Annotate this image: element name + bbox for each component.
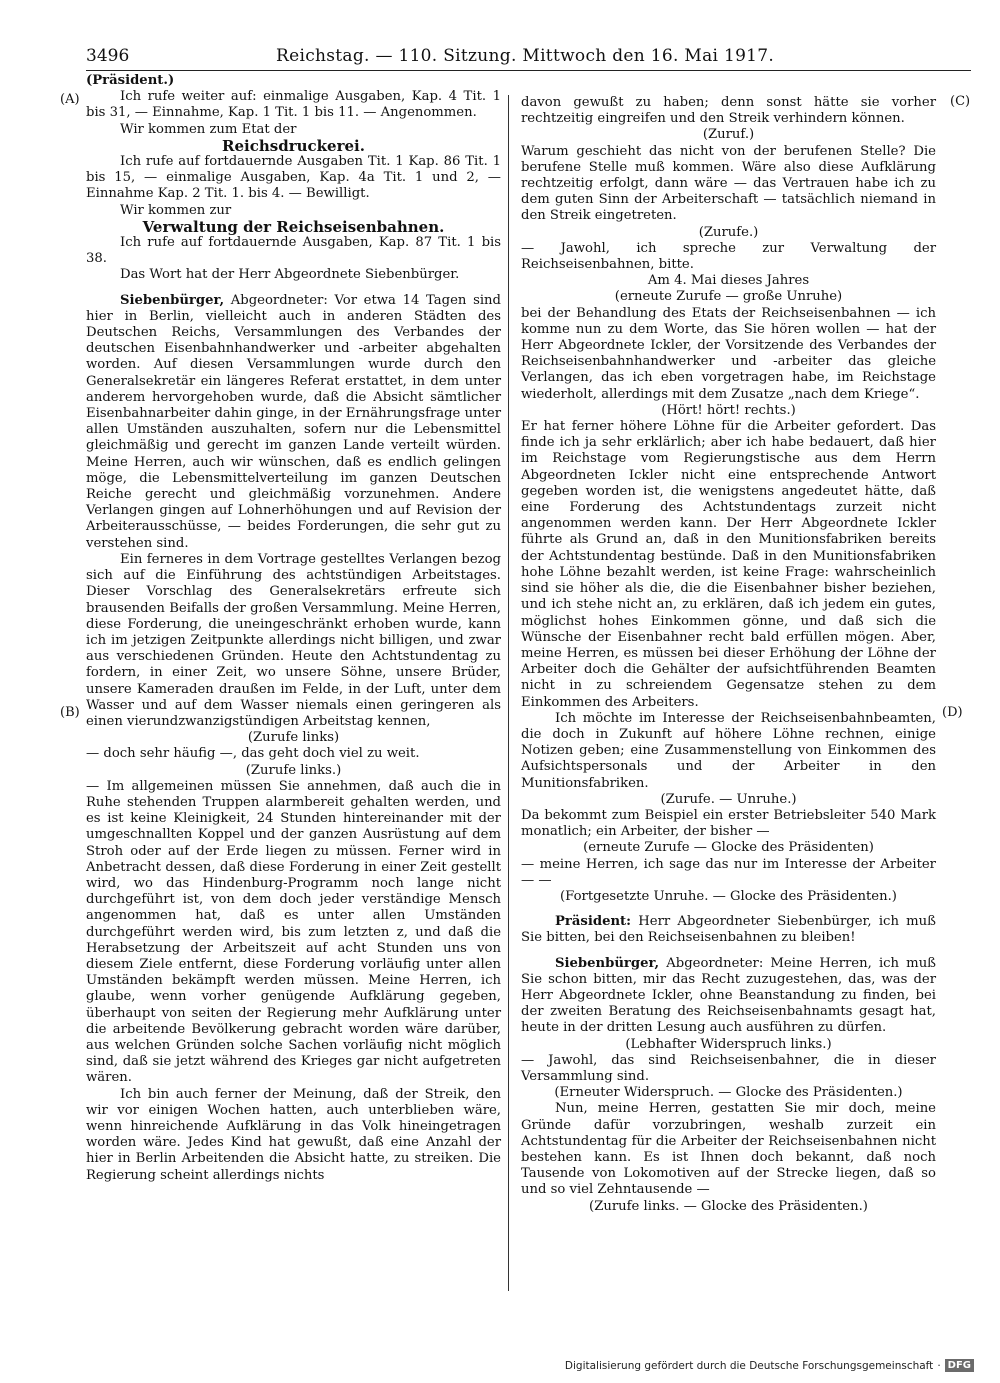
dfg-logo-icon: DFG [945,1359,974,1372]
speaker-name: Präsident: [555,914,632,930]
paragraph: — Jawohl, ich spreche zur Verwaltung der Reichseisenbahnen, bitte. [521,240,936,273]
page-header [86,46,971,71]
speech-text: Abgeordneter: Vor etwa 14 Tagen sind hier in Berlin, vielleicht auch in anderen Städten des Deutschen Reichs, Versammlungen des Verbandes der deutschen Eisenbahnhandwerker und -arbeiter abgehalten worden. Auf diesen Versammlungen wurde durch den Generalsekretär ein längeres Referat erstattet, in dem unter anderem hervorgehoben wurde, daß die Absicht sämtlicher Eisenbahnarbeiter dahin ginge, in der Ernährungsfrage unter allen Umständen auszuhalten, sofern nur die Lebensmittel gleichmäßig und gerecht im ganzen Lande verteilt würden. Meine Herren, auch wir wünschen, daß es endlich gelingen möge, die Lebensmittelverteilung im ganzen Deutschen Reiche gerecht und gleichmäßig vorzunehmen. Andere Verlangen gingen auf Lohnerhöhungen und auf Revision der Arbeiterausschüsse, — beides Forderungen, die sehr gut zu verstehen sind. [86,292,501,551]
paragraph: Ich rufe weiter auf: einmalige Ausgaben, Kap. 4 Tit. 1 bis 31, — Einnahme, Kap. 1 Tit. 1 bis 11. — Angenommen. [86,89,501,121]
speaker-name: Siebenbürger, [120,292,225,308]
interjection: (Hört! hört! rechts.) [661,402,796,418]
margin-mark-b: (B) [60,705,80,720]
running-head: Reichstag. — 110. Sitzung. Mittwoch den 16. Mai 1917. [276,46,775,66]
interjection: (Zuruf.) [702,127,755,143]
page-number: 3496 [86,46,130,66]
paragraph: davon gewußt zu haben; denn sonst hätte sie vorher rechtzeitig eingreifen und den Streik verhindern können. [521,95,936,127]
speech-paragraph [521,956,936,1037]
paragraph: bei der Behandlung des Etats der Reichseisenbahnen — ich komme nun zu dem Worte, das Sie hören wollen — hat der Herr Abgeordnete Ickler, der Vorsitzende des Verbandes der Reichseisenbahnhandwerker und -arbeiter das gleiche Verlangen, das ich eben vorgetragen habe, im Reichstage wiederholt, allerdings mit dem Zusatze „nach dem Kriege“. [521,305,936,402]
paragraph: Nun, meine Herren, gestatten Sie mir doch, meine Gründe dafür vorzubringen, weshalb zurzeit ein Achtstundentag für die Arbeiter der Reichseisenbahnen nicht bestehen kann. Es ist Ihnen doch bekannt, daß noch Tausende von Lokomotiven auf der Strecke liegen, daß so und so viel Zehntausende — [521,1101,936,1198]
paragraph: Ein ferneres in dem Vortrage gestelltes Verlangen bezog sich auf die Einführung des achtstündigen Arbeitstages. Dieser Vorschlag des Generalsekretärs erfreute sich brausenden Beifalls der großen Versammlung. Meine Herren, diese Forderung, die uneingeschränkt erhoben wurde, kann ich im jetzigen Zeitpunkte allerdings nicht billigen, und zwar aus verschiedenen Gründen. Heute den Achtstundentag zu fordern, in einer Zeit, wo unsere Söhne, unsere Brüder, unsere Kameraden draußen im Felde, in der Luft, unter dem Wasser und auf dem Wasser niemals einen geringeren als einen vierundzwanzigstündigen Arbeitstag kennen, [86,551,501,729]
paragraph: Ich rufe auf fortdauernde Ausgaben, Kap. 87 Tit. 1 bis 38. [86,235,501,267]
interjection: (Zurufe links) [247,730,340,746]
speech-paragraph [521,914,936,946]
interjection: (Zurufe.) [698,224,759,240]
paragraph: Das Wort hat der Herr Abgeordnete Siebenbürger. [120,267,460,283]
speech-paragraph [86,293,501,552]
paragraph: — Im allgemeinen müssen Sie annehmen, daß auch die in Ruhe stehenden Truppen alarmbereit gehalten werden, und es ist keine Kleinigkeit, 24 Stunden hintereinander mit der umgeschnallten Koppel und der ganzen Ausrüstung auf dem Stroh oder auf der Erde liegen zu müssen. Ferner wird in Anbetracht dessen, daß diese Forderung in einer Zeit gestellt wird, wo das Hindenburg-Programm noch lange nicht durchgeführt ist, von dem doch jeder verständige Mensch angenommen hat, daß es unter allen Umständen durchgeführt werden wird, bis zum letzten z, und daß die Herabsetzung der Arbeitszeit auf acht Stunden uns von diesem Ziele entfernt, diese Forderung vorläufig unter allen Umständen bekämpft werden müssen. Meine Herren, ich glaube, wenn vorher genügende Aufklärung gegeben, überhaupt von seiten der Regierung mehr Aufklärung unter die arbeitende Bevölkerung gebracht worden wäre darüber, aus welchen Gründen solche Sachen vorläufig nicht möglich sind, daß sie jetzt während des Krieges gar nicht aufgetreten wären. [86,778,501,1086]
paragraph: — Jawohl, das sind Reichseisenbahner, die in dieser Versammlung sind. [521,1052,936,1084]
speaker-tag: (Präsident.) [86,73,175,88]
footer-credit: Digitalisierung gefördert durch die Deutsche Forschungsgemeinschaft · DFG [565,1359,974,1372]
paragraph: Ich rufe auf fortdauernde Ausgaben Tit. 1 Kap. 86 Tit. 1 bis 15, — einmalige Ausgaben, Kap. 4a Tit. 1 und 2, — Einnahme Kap. 2 Tit. 1. bis 4. — Bewilligt. [86,154,501,202]
section-heading: Reichsdruckerei. [222,136,365,155]
margin-mark-a: (A) [60,92,80,107]
paragraph: Warum geschieht das nicht von der berufenen Stelle? Die berufene Stelle muß kommen. Wäre also diese Aufklärung rechtzeitig erfolgt, dann wäre — das Vertrauen habe ich zu dem guten Sinn der Arbeiterschaft — tatsächlich niemand in den Streik eingetreten. [521,143,936,224]
interjection: (Zurufe links. — Glocke des Präsidenten.) [589,1198,868,1214]
interjection: (Fortgesetzte Unruhe. — Glocke des Präsidenten.) [560,888,897,904]
margin-mark-d: (D) [942,705,963,720]
paragraph: Wir kommen zur [120,202,232,218]
section-heading: Verwaltung der Reichseisenbahnen. [142,217,445,236]
footer-text: Digitalisierung gefördert durch die Deutsche Forschungsgemeinschaft [564,1359,934,1372]
right-column [521,95,936,1215]
paragraph: Da bekommt zum Beispiel ein erster Betriebsleiter 540 Mark monatlich; ein Arbeiter, der bisher — [521,807,936,840]
paragraph: Er hat ferner höhere Löhne für die Arbeiter gefordert. Das finde ich ja sehr erklärlich; aber ich habe bedauert, daß hier im Reichstage vom Regierungstische aus dem Herrn Abgeordneten Ickler nicht eine entsprechende Antwort gegeben worden ist, die wenigstens angedeutet hätte, daß eine Forderung des Achtstundentags zurzeit nicht angenommen werden kann. Der Herr Abgeordnete Ickler führte als Grund an, daß in den Munitionsfabriken bereits der Achtstundentag bestünde. Daß in den Munitionsfabriken hohe Löhne bezahlt werden, ist keine Frage: wahrscheinlich sind sie höher als die, die die Eisenbahner bisher beziehen, und ich stehe nicht an, zu erklären, daß ich jedem ein gutes, möglichst hohes Einkommen gönne, und daß sich die Wünsche der Eisenbahner recht bald erfüllen mögen. Aber, meine Herren, es müssen bei dieser Erhöhung der Löhne der Arbeiter doch die Gehälter der aufsichtführenden Beamten nicht in zu schreiendem Gegensatze stehen zu dem Einkommen des Arbeiters. [521,419,936,710]
interjection: (Lebhafter Widerspruch links.) [625,1036,832,1052]
speech-text: Herr Abgeordneter Siebenbürger, ich muß Sie bitten, bei den Reichseisenbahnen zu bleiben! [521,914,936,946]
interjection: (Zurufe links.) [245,762,342,778]
paragraph: Am 4. Mai dieses Jahres [647,273,810,289]
speaker-name: Siebenbürger, [555,955,660,971]
paragraph: — doch sehr häufig —, das geht doch viel zu weit. [86,746,420,762]
interjection: (erneute Zurufe — Glocke des Präsidenten) [583,840,874,856]
interjection: (Zurufe. — Unruhe.) [660,791,797,807]
paragraph: — meine Herren, ich sage das nur im Interesse der Arbeiter — — [521,856,936,888]
left-column [86,73,501,1184]
paragraph: Ich möchte im Interesse der Reichseisenbahnbeamten, die doch in Zukunft auf höhere Löhne rechnen, einige Notizen geben; eine Zusammenstellung von Einkommen des Aufsichtspersonals und der Arbeiter in den Munitionsfabriken. [521,710,936,791]
paragraph: Ich bin auch ferner der Meinung, daß der Streik, den wir vor einigen Wochen hatten, auch unterblieben wäre, wenn hinreichende Aufklärung in das Volk hineingetragen worden wäre. Jedes Kind hat gewußt, daß eine Anzahl der hier in Berlin Arbeitenden die Absicht hatte, zu streiken. Die Regierung scheint allerdings nichts [86,1086,501,1183]
column-rule [508,95,509,1291]
speech-text: Abgeordneter: Meine Herren, ich muß Sie schon bitten, mir das Recht zuzugestehen, das, was der Herr Abgeordnete Ickler, ohne Beanstandung zu finden, bei der zweiten Beratung des Reichseisenbahnamts gesagt hat, heute in der dritten Lesung auch ausführen zu dürfen. [521,955,936,1036]
paragraph: Wir kommen zum Etat der [120,121,297,137]
interjection: (erneute Zurufe — große Unruhe) [614,289,843,305]
interjection: (Erneuter Widerspruch. — Glocke des Präsidenten.) [554,1085,903,1101]
margin-mark-c: (C) [950,94,971,109]
